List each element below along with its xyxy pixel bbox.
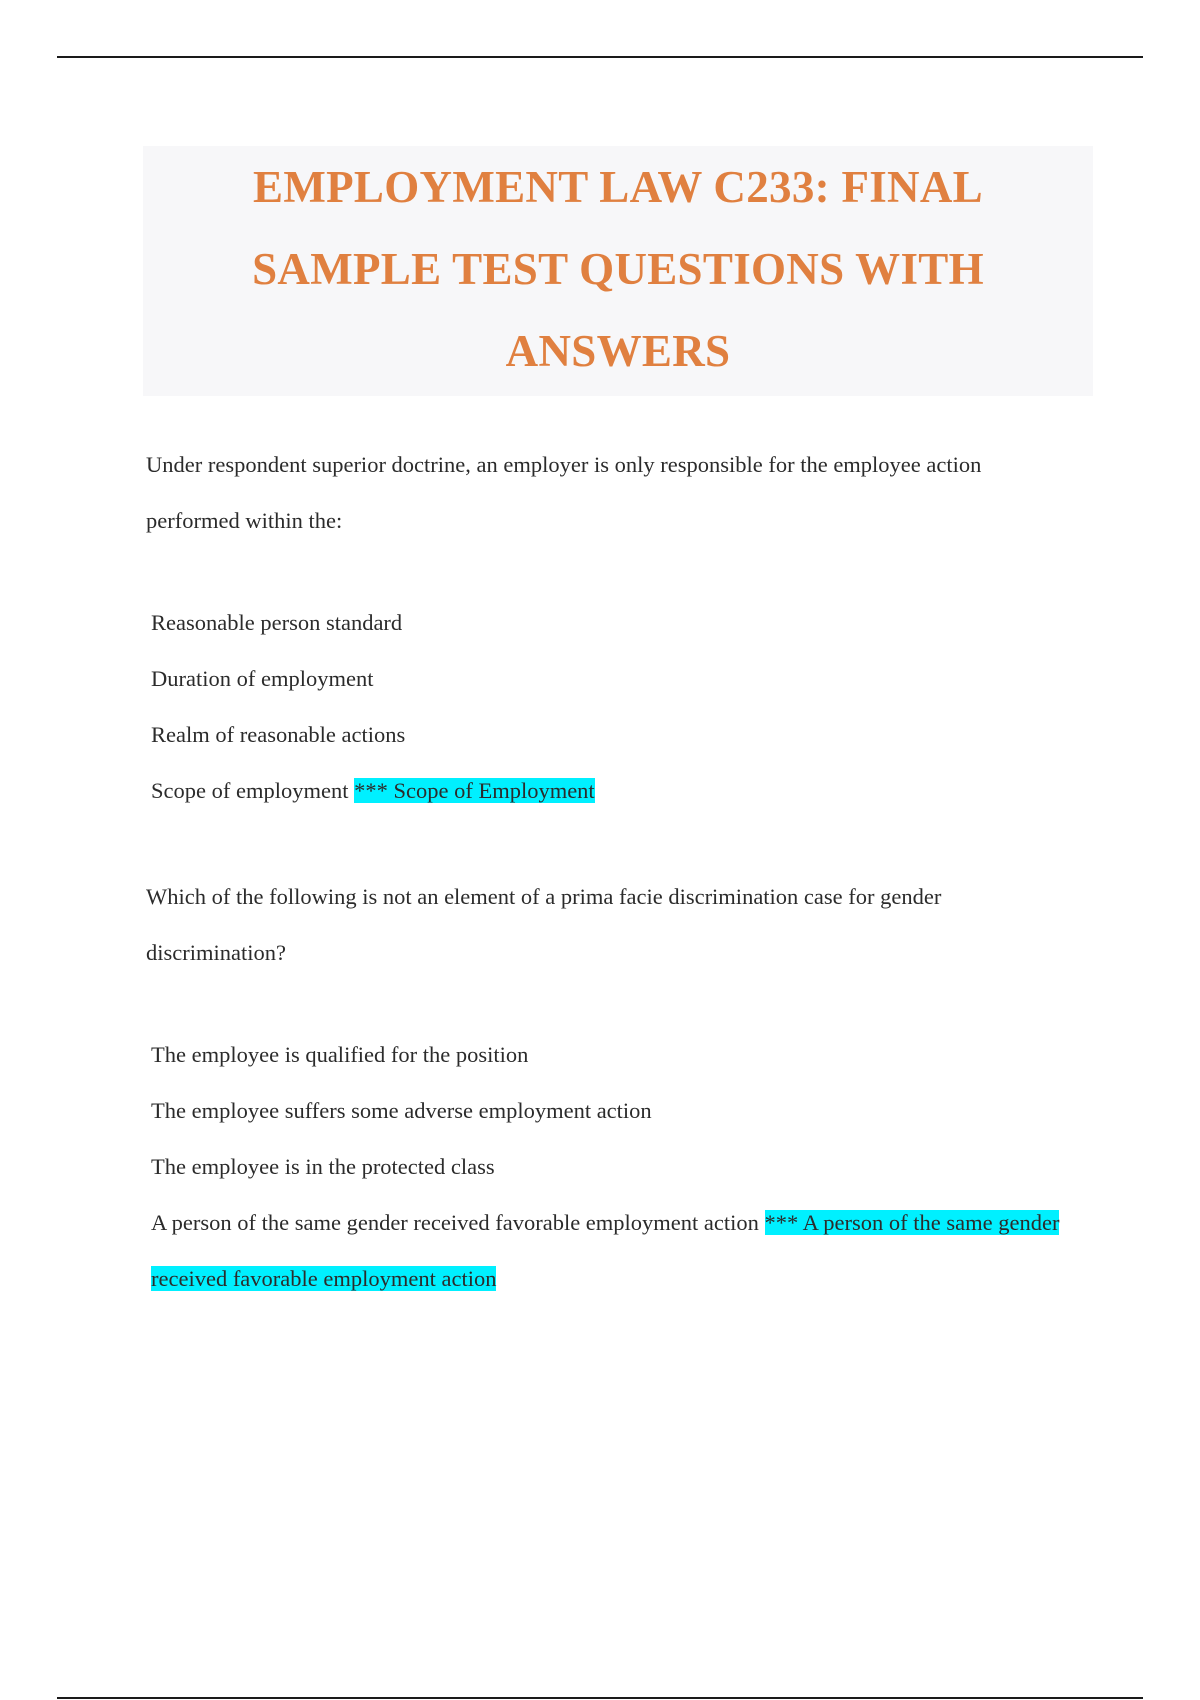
option-2a: The employee is qualified for the position <box>151 1042 529 1067</box>
option-1d-text: Scope of employment <box>151 778 349 803</box>
option-1b: Duration of employment <box>151 666 374 691</box>
document-title <box>143 146 1093 392</box>
answer-highlight-1: *** Scope of Employment <box>354 778 595 803</box>
question-prompt-2: Which of the following is not an element of a prima facie discrimination case for gender discrimination? <box>146 884 942 965</box>
option-2d <box>146 1195 1076 1307</box>
option-2c: The employee is in the protected class <box>151 1154 495 1179</box>
question-block-2 <box>146 869 1076 1307</box>
option-2d-text: A person of the same gender received favorable employment action <box>151 1210 759 1235</box>
title-line-3: ANSWERS <box>505 326 731 376</box>
question-list <box>146 437 1076 1307</box>
title-banner <box>143 146 1093 396</box>
option-1a: Reasonable person standard <box>151 610 403 635</box>
option-2b: The employee suffers some adverse employment action <box>151 1098 652 1123</box>
question-prompt-1: Under respondent superior doctrine, an employer is only responsible for the employee action performed within the: <box>146 452 982 533</box>
option-1d <box>151 763 1076 819</box>
question-block-1 <box>146 437 1076 819</box>
title-line-1: EMPLOYMENT LAW C233: FINAL <box>253 162 983 212</box>
option-1c: Realm of reasonable actions <box>151 722 406 747</box>
answer-highlight-2: *** A person of the same gender received favorable employment action <box>151 1210 1060 1291</box>
options-list-2 <box>146 1027 1076 1307</box>
bottom-rule <box>57 1697 1143 1699</box>
options-list-1 <box>146 595 1076 819</box>
top-rule <box>57 56 1143 58</box>
title-line-2: SAMPLE TEST QUESTIONS WITH <box>252 244 984 294</box>
